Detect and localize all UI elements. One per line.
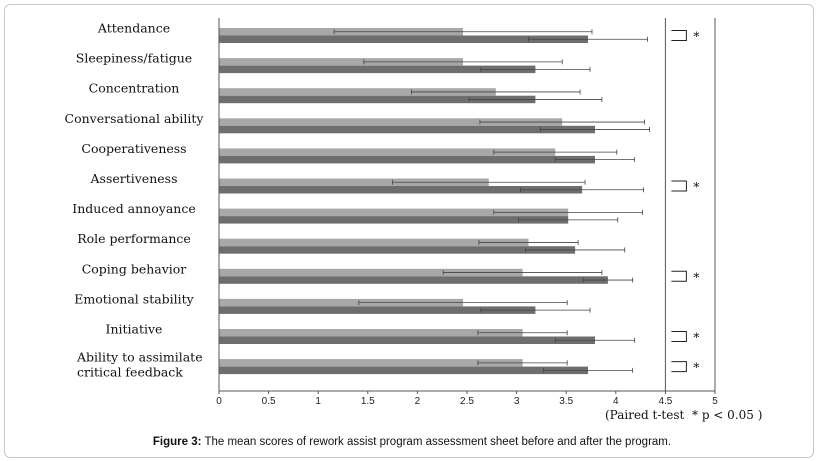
- bar-after: [219, 126, 595, 134]
- category-label: Emotional stability: [74, 291, 194, 307]
- category-labels: [65, 21, 205, 380]
- category-label: Concentration: [88, 80, 180, 96]
- x-tick-label: 0: [216, 396, 222, 407]
- significance-bracket: [671, 362, 686, 372]
- category-label: Initiative: [105, 321, 163, 337]
- x-tick-label: 4: [613, 396, 619, 407]
- x-tick-label: 4.5: [658, 396, 673, 407]
- bar-after: [219, 367, 588, 375]
- x-tick-label: 1.5: [360, 396, 375, 407]
- bar-before: [219, 329, 523, 337]
- category-label: Induced annoyance: [72, 201, 196, 217]
- x-tick-label: 1: [315, 396, 321, 407]
- category-label: Cooperativeness: [81, 140, 187, 156]
- significance-bracket: [671, 271, 686, 281]
- bar-before: [219, 359, 523, 367]
- bar-after: [219, 156, 595, 164]
- bar-after: [219, 337, 595, 345]
- significance-markers: [671, 30, 699, 375]
- x-tick-label: 3.5: [559, 396, 574, 407]
- category-label: Ability to assimilate critical feedback: [77, 349, 203, 380]
- category-label: Conversational ability: [64, 110, 204, 126]
- significance-bracket: [671, 181, 686, 191]
- category-label: Coping behavior: [81, 261, 187, 277]
- figure-caption: [0, 436, 824, 448]
- x-tick-label: 2.5: [460, 396, 474, 407]
- category-label: Attendance: [97, 20, 171, 36]
- category-label: Assertiveness: [90, 171, 178, 186]
- bar-after: [219, 216, 568, 224]
- significance-bracket: [671, 332, 686, 342]
- bar-after: [219, 246, 575, 254]
- significance-asterisk: *: [693, 360, 700, 375]
- x-tick-label: 2: [414, 396, 421, 407]
- x-tick-label: 3: [513, 396, 520, 407]
- significance-bracket: [671, 31, 686, 41]
- caption-text: The mean scores of rework assist program assessment sheet before and after the program.: [204, 436, 672, 448]
- bars: [219, 28, 608, 374]
- category-label: Sleepiness/fatigue: [75, 50, 193, 66]
- caption-label: Figure 3:: [152, 436, 202, 448]
- significance-asterisk: *: [693, 270, 700, 285]
- error-bars: [334, 29, 649, 373]
- bar-after: [219, 276, 608, 284]
- x-tick-label: 5: [712, 396, 718, 407]
- x-tick-label: 0.5: [261, 396, 276, 407]
- category-label: Role performance: [77, 231, 191, 247]
- significance-asterisk: *: [693, 330, 700, 345]
- significance-asterisk: *: [693, 29, 700, 44]
- significance-note: * p < 0.05 ): [692, 408, 763, 422]
- test-note: (Paired t-test: [605, 408, 685, 422]
- significance-asterisk: *: [693, 180, 700, 194]
